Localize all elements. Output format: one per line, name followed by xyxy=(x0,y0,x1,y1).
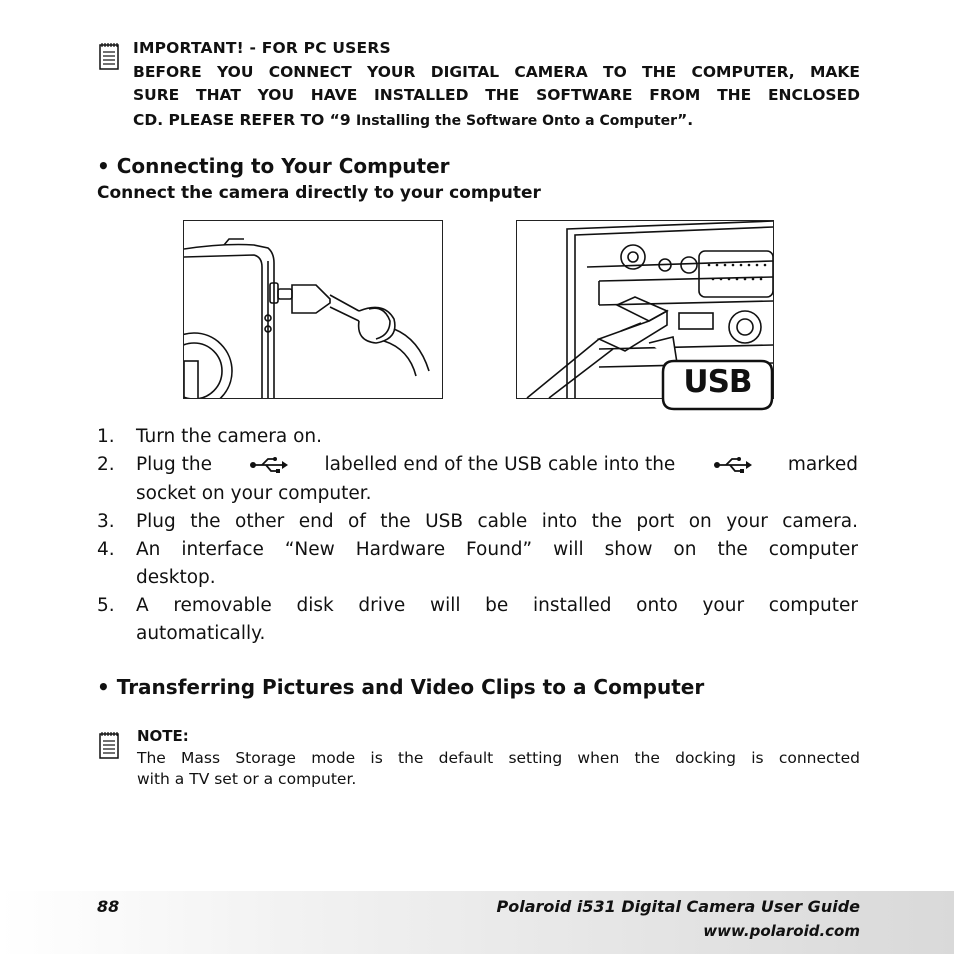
step-3-number: 3. xyxy=(97,511,115,532)
step-2-line-1 xyxy=(136,454,858,475)
section-title-transferring: • Transferring Pictures and Video Clips to a Computer xyxy=(97,675,705,699)
important-heading: IMPORTANT! - FOR PC USERS xyxy=(133,39,391,57)
step-1-number: 1. xyxy=(97,426,115,447)
important-line-1: BEFORE YOU CONNECT YOUR DIGITAL CAMERA TO THE COMPUTER, MAKE xyxy=(133,63,860,81)
usb-badge xyxy=(660,359,775,411)
guide-title: Polaroid i531 Digital Camera User Guide xyxy=(496,897,860,916)
important-line-3 xyxy=(133,111,693,129)
step-4-line-1: An interface “New Hardware Found” will show on the computer xyxy=(136,539,858,560)
step-5-line-2: automatically. xyxy=(136,623,266,644)
step-3-text: Plug the other end of the USB cable into the port on your camera. xyxy=(136,511,858,532)
step-2-line-2: socket on your computer. xyxy=(136,483,372,504)
note-line-1: The Mass Storage mode is the default setting when the docking is connected xyxy=(137,749,860,767)
memo-icon xyxy=(99,731,119,759)
important-reference: Installing the Software Onto a Computer xyxy=(356,113,678,129)
website-link[interactable]: www.polaroid.com xyxy=(703,922,860,940)
camera-illustration xyxy=(184,221,442,398)
step-4-line-2: desktop. xyxy=(136,567,216,588)
note-heading: NOTE: xyxy=(137,727,189,745)
step-5-line-1: A removable disk drive will be installed onto your computer xyxy=(136,595,858,616)
step-2-number: 2. xyxy=(97,454,115,475)
page-number: 88 xyxy=(97,897,120,916)
camera-cable-figure xyxy=(183,220,443,399)
step-2-part-1: Plug the xyxy=(136,454,213,475)
step-4-number: 4. xyxy=(97,539,115,560)
step-5-number: 5. xyxy=(97,595,115,616)
note-line-2: with a TV set or a computer. xyxy=(137,770,357,788)
usb-icon xyxy=(712,456,752,474)
usb-icon xyxy=(248,456,288,474)
usb-badge-label: USB xyxy=(683,364,752,400)
important-line-2: SURE THAT YOU HAVE INSTALLED THE SOFTWARE FROM THE ENCLOSED xyxy=(133,86,860,104)
memo-icon xyxy=(99,42,119,70)
important-line-3-end: ”. xyxy=(677,111,694,129)
step-2-part-2: labelled end of the USB cable into the xyxy=(324,454,676,475)
section-title-connecting: • Connecting to Your Computer xyxy=(97,154,450,178)
step-1-text: Turn the camera on. xyxy=(136,426,323,447)
step-2-part-3: marked xyxy=(787,454,858,475)
important-line-3-start: CD. PLEASE REFER TO “9 xyxy=(133,111,357,129)
section-subtitle: Connect the camera directly to your computer xyxy=(97,183,541,203)
